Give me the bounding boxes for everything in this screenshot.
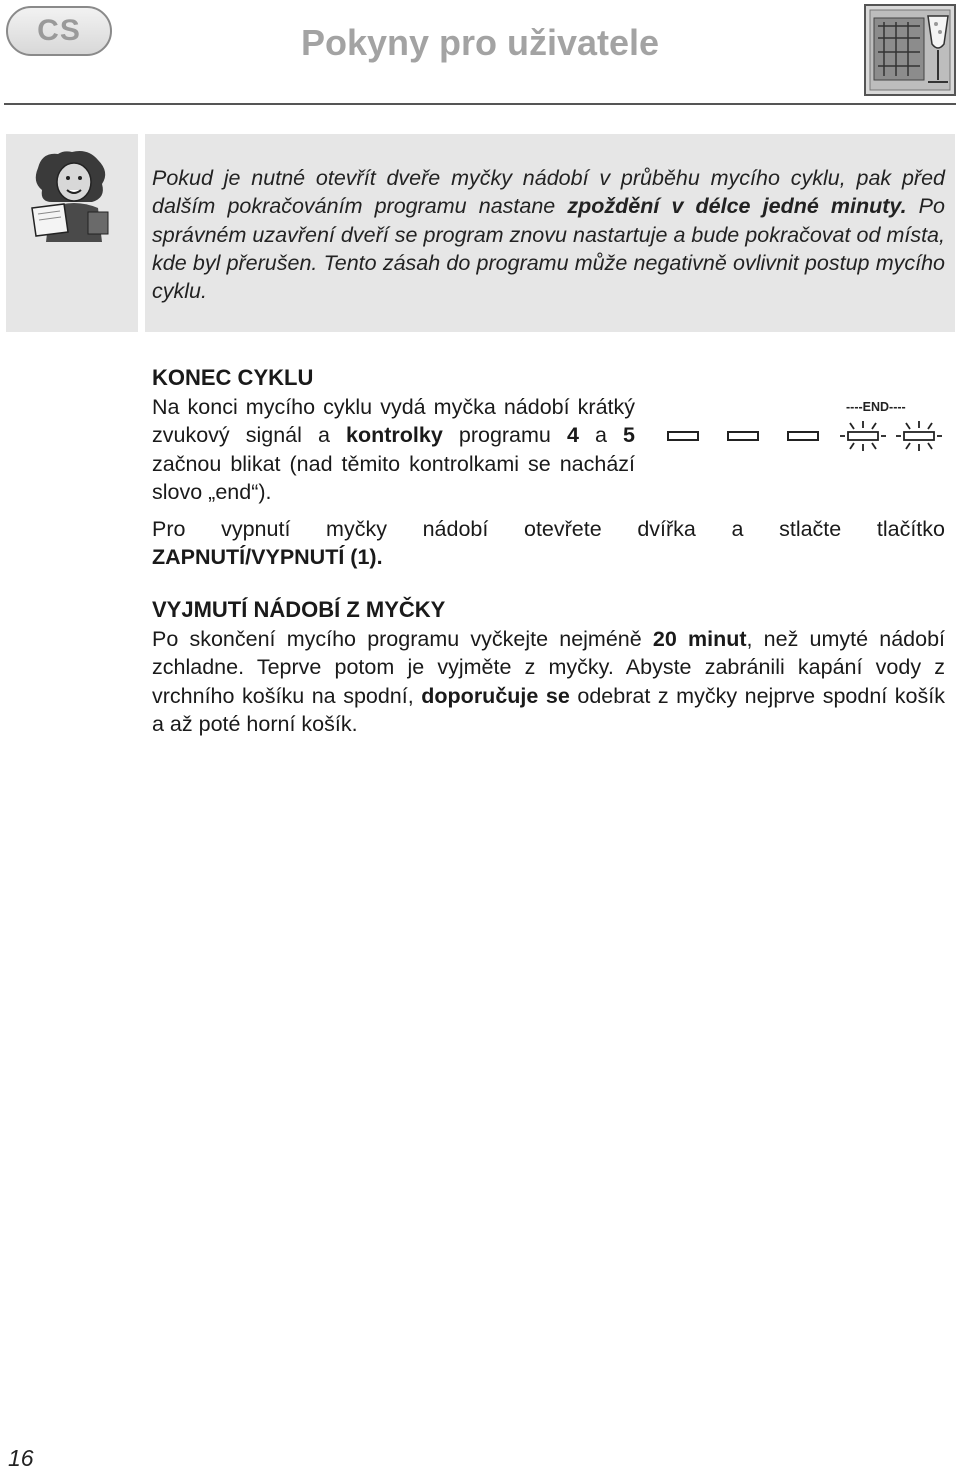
unloading-heading: VYJMUTÍ NÁDOBÍ Z MYČKY	[152, 597, 446, 622]
header-divider	[4, 103, 956, 105]
end-of-cycle-heading: KONEC CYKLU	[152, 365, 314, 390]
dishwasher-glass-icon	[864, 4, 956, 96]
end-label: ----END----	[846, 400, 906, 414]
language-badge: CS	[6, 6, 112, 56]
page-number: 16	[8, 1445, 34, 1471]
power-off-instruction: Pro vypnutí myčky nádobí otevřete dvířka a stlačte tlačítko	[152, 517, 945, 541]
indicator-light-2	[728, 432, 758, 440]
indicator-light-4-blinking	[840, 421, 886, 451]
unloading-text: Po skončení mycího programu vyčkejte nejméně 20 minut, než umyté nádobí zchladne. Teprve potom je vyjměte z myčky. Abyste zabránili kapání vody z vrchního košíku na spodní, doporučuje se odebrat z myčky nejprve spodní košík a až poté horní košík.	[152, 627, 946, 736]
indicator-light-1	[668, 432, 698, 440]
program-indicator-diagram	[664, 396, 950, 454]
woman-with-sign-icon	[28, 148, 120, 244]
page-title: Pokyny pro uživatele	[300, 22, 660, 63]
indicator-light-5-blinking	[896, 421, 942, 451]
indicator-light-3	[788, 432, 818, 440]
note-text: Pokud je nutné otevřít dveře myčky nádobí v průběhu mycího cyklu, pak před dalším pokračováním programu nastane zpoždění v délce jedné minuty. Po správném uzavření dveří se program znovu nastartuje a bude pokračovat od místa, kde byl přerušen. Tento zásah do programu může negativně ovlivnit postup mycího cyklu.	[152, 166, 945, 304]
end-of-cycle-text: Na konci mycího cyklu vydá myčka nádobí krátký zvukový signál a kontrolky programu 4 a 5 začnou blikat (nad těmito kontrolkami se nachází slovo „end“).	[152, 395, 636, 504]
power-off-button-label: ZAPNUTÍ/VYPNUTÍ (1).	[152, 545, 383, 569]
